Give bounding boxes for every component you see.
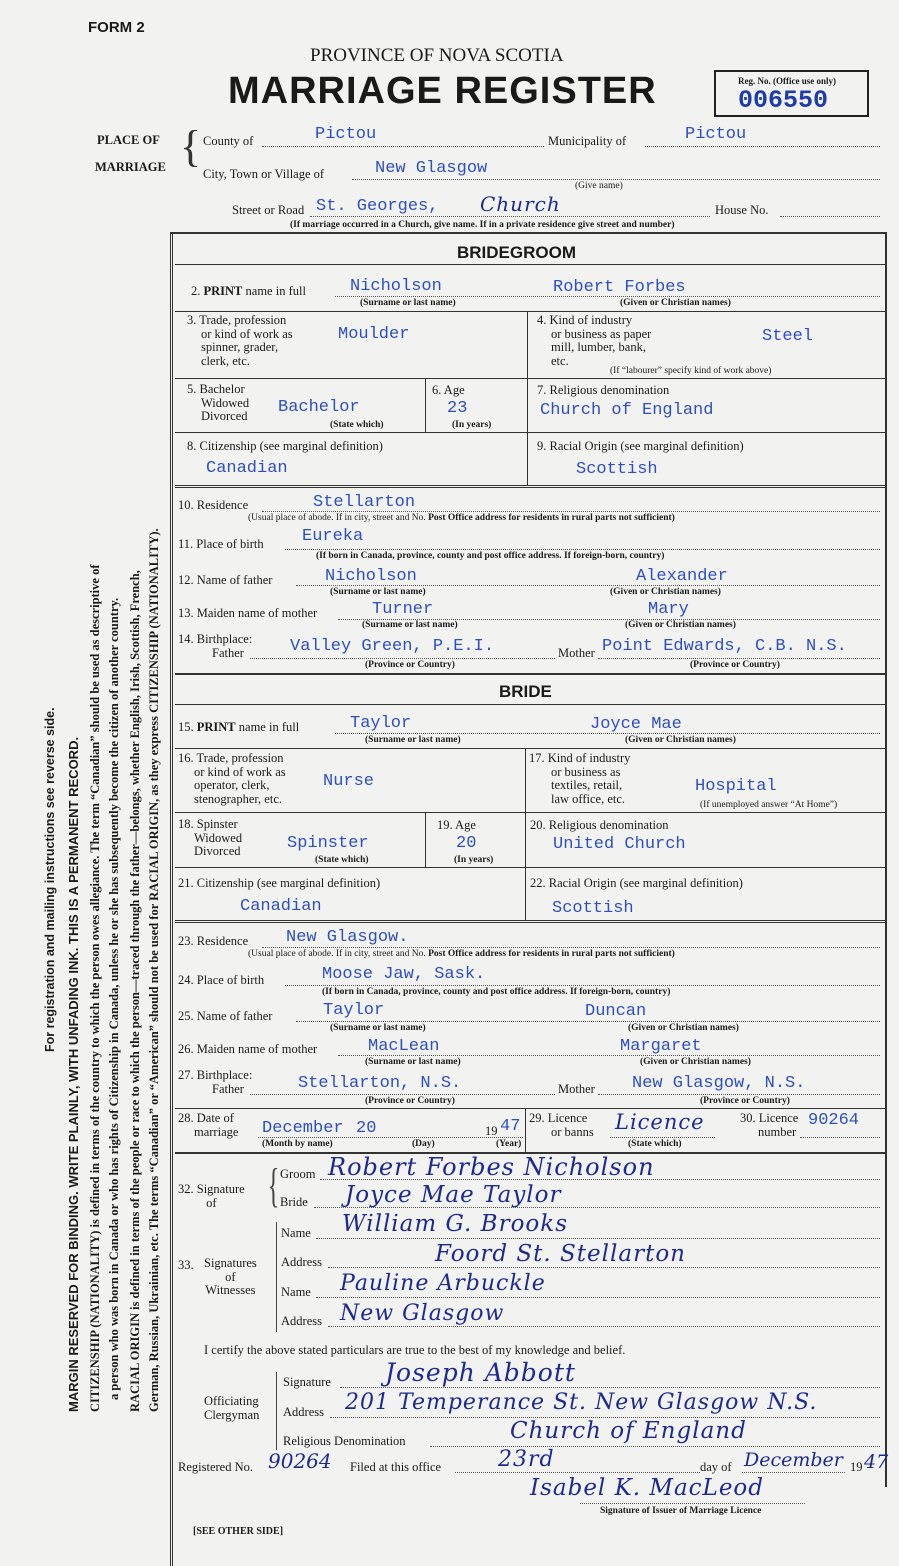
- sublabel: (Province or Country): [365, 660, 455, 670]
- bridegroom-heading: BRIDEGROOM: [457, 243, 576, 262]
- bride-birthplace: Moose Jaw, Sask.: [322, 965, 486, 984]
- bride-industry: Hospital: [695, 777, 777, 796]
- bride-father-surname: Taylor: [323, 1001, 385, 1020]
- bride-religion-label: 20. Religious denomination: [530, 818, 669, 832]
- bride-trade: Nurse: [323, 772, 375, 791]
- see-other-side: [SEE OTHER SIDE]: [193, 1526, 284, 1537]
- marriage-date-label: 28. Date of marriage: [178, 1111, 239, 1139]
- licence-or-banns: Licence: [615, 1110, 705, 1134]
- house-label: House No.: [715, 203, 769, 217]
- margin-instructions: For registration and mailing instructions see reverse side.: [43, 707, 57, 1052]
- sublabel: (Year): [496, 1139, 522, 1149]
- bride-parents-birthplace-label: 27. Birthplace:: [178, 1068, 253, 1082]
- filed-day: 23rd: [498, 1447, 555, 1472]
- bride-religion: United Church: [553, 835, 686, 854]
- municipality-label: Municipality of: [548, 134, 627, 148]
- groom-signature: Robert Forbes Nicholson: [328, 1153, 655, 1181]
- sublabel: (Surname or last name): [330, 587, 426, 597]
- groom-age: 23: [447, 399, 468, 418]
- groom-religion-label: 7. Religious denomination: [537, 383, 670, 397]
- sublabel: (Given or Christian names): [625, 735, 736, 745]
- sublabel: (Surname or last name): [365, 1057, 461, 1067]
- groom-sig-label: Groom: [280, 1167, 316, 1181]
- sublabel: (If born in Canada, province, county and post office address. If foreign-born, country): [316, 551, 665, 561]
- sublabel: (Province or Country): [365, 1096, 455, 1106]
- groom-citizenship-label: 8. Citizenship (see marginal definition): [187, 439, 383, 453]
- groom-parents-birthplace-label: 14. Birthplace:: [178, 632, 253, 646]
- bride-heading: BRIDE: [499, 682, 552, 701]
- groom-citizenship: Canadian: [206, 459, 288, 478]
- bride-mother-given: Margaret: [620, 1037, 702, 1056]
- bride-father-given: Duncan: [585, 1002, 647, 1021]
- clergy-denomination: Church of England: [510, 1418, 747, 1444]
- reg-label: Reg. No. (Office use only): [738, 76, 836, 86]
- bride-father-birthplace: Stellarton, N.S.: [298, 1074, 462, 1093]
- county-label: County of: [203, 134, 254, 148]
- registered-no: 90264: [268, 1449, 332, 1473]
- bride-racial-origin: Scottish: [552, 899, 634, 918]
- clergy-address: 201 Temperance St. New Glasgow N.S.: [345, 1390, 818, 1415]
- sublabel: (Province or Country): [700, 1096, 790, 1106]
- reg-value: 006550: [738, 86, 829, 115]
- year-prefix: 19: [485, 1124, 498, 1138]
- witness1-name: William G. Brooks: [342, 1211, 568, 1237]
- groom-surname: Nicholson: [350, 277, 442, 296]
- day-of-label: day of: [700, 1460, 732, 1474]
- bride-signature: Joyce Mae Taylor: [345, 1182, 562, 1208]
- bride-residence-label: 23. Residence: [178, 934, 249, 948]
- bride-marital-status: Spinster: [287, 834, 369, 853]
- marriage-month: December: [262, 1119, 344, 1138]
- street-value: St. Georges,: [316, 197, 439, 216]
- sublabel: (Surname or last name): [330, 1023, 426, 1033]
- licence-banns-label: 29. Licence or banns: [529, 1111, 594, 1139]
- sublabel: (In years): [452, 420, 492, 430]
- clergy-denomination-label: Religious Denomination: [283, 1434, 406, 1448]
- issuer-signature: Isabel K. MacLeod: [530, 1475, 765, 1501]
- marriage-year: 47: [500, 1117, 521, 1136]
- bride-surname: Taylor: [350, 714, 412, 733]
- bride-citizenship-label: 21. Citizenship (see marginal definition): [178, 876, 381, 890]
- municipality-value: Pictou: [685, 125, 747, 144]
- groom-trade: Moulder: [338, 325, 410, 344]
- groom-industry: Steel: [762, 327, 814, 346]
- bride-mother-surname: MacLean: [368, 1037, 440, 1056]
- witness-name-label: Name: [281, 1285, 311, 1299]
- bride-mother-label: 26. Maiden name of mother: [178, 1042, 318, 1056]
- sublabel: (Given or Christian names): [620, 298, 731, 308]
- groom-age-label: 6. Age: [432, 383, 465, 397]
- certification-text: I certify the above stated particulars are true to the best of my knowledge and belief.: [204, 1343, 626, 1357]
- margin-racial-def: RACIAL ORIGIN is defined in terms of the people or race to which the person—traced through the father—belongs, whether English, Irish, Scottish, French,: [128, 570, 142, 1412]
- sublabel: (Given or Christian names): [628, 1023, 739, 1033]
- bride-birthplace-label: 24. Place of birth: [178, 973, 265, 987]
- sublabel: (State which): [315, 855, 369, 865]
- groom-religion: Church of England: [540, 401, 714, 420]
- witnesses-number: 33.: [178, 1258, 194, 1272]
- industry-note: (If unemployed answer “At Home”): [700, 800, 838, 810]
- place-label: PLACE OF: [97, 133, 160, 147]
- filed-year: 47: [864, 1451, 889, 1473]
- signature-label: 32. Signature of: [178, 1182, 245, 1210]
- groom-father-surname: Nicholson: [325, 567, 417, 586]
- father-label: Father: [212, 646, 244, 660]
- groom-racial-origin: Scottish: [576, 460, 658, 479]
- groom-given-names: Robert Forbes: [553, 278, 686, 297]
- sublabel: (Surname or last name): [360, 298, 456, 308]
- clergy-signature: Joseph Abbott: [385, 1358, 576, 1387]
- groom-racial-label: 9. Racial Origin (see marginal definition): [537, 439, 744, 453]
- groom-mother-given: Mary: [648, 600, 689, 619]
- margin-binding-note: MARGIN RESERVED FOR BINDING. WRITE PLAINLY, WITH UNFADING INK. THIS IS A PERMANENT RECORD.: [66, 736, 81, 1412]
- licence-number-label: 30. Licence number: [740, 1111, 799, 1139]
- sublabel: (Given or Christian names): [640, 1057, 751, 1067]
- clergy-sig-label: Signature: [283, 1375, 331, 1389]
- sublabel: (Usual place of abode. If in city, street and No. Post Office address for residents in rural parts not sufficient): [248, 513, 675, 523]
- groom-father-given: Alexander: [636, 567, 728, 586]
- sublabel: (If born in Canada, province, county and post office address. If foreign-born, country): [322, 987, 671, 997]
- issuer-label: Signature of Issuer of Marriage Licence: [600, 1506, 762, 1516]
- bride-mother-birthplace: New Glasgow, N.S.: [632, 1074, 806, 1093]
- groom-status-label: 5. Bachelor Widowed Divorced: [187, 382, 250, 423]
- bride-residence: New Glasgow.: [286, 928, 409, 947]
- street-label: Street or Road: [232, 203, 305, 217]
- groom-industry-label: 4. Kind of industry or business as paper mill, lumber, bank, etc.: [537, 313, 652, 368]
- year-prefix: 19: [850, 1460, 863, 1474]
- witness1-address: Foord St. Stellarton: [435, 1241, 686, 1267]
- licence-number: 90264: [808, 1111, 860, 1130]
- sublabel: (Month by name): [262, 1139, 333, 1149]
- groom-father-label: 12. Name of father: [178, 573, 273, 587]
- clergy-address-label: Address: [283, 1405, 324, 1419]
- county-value: Pictou: [315, 125, 377, 144]
- reg-number-box: [714, 70, 869, 117]
- brace: {: [180, 122, 202, 171]
- bride-given-names: Joyce Mae: [590, 715, 682, 734]
- bride-industry-label: 17. Kind of industry or business as textiles, retail, law office, etc.: [529, 751, 631, 806]
- bride-trade-label: 16. Trade, profession or kind of work as operator, clerk, stenographer, etc.: [178, 751, 286, 806]
- sublabel: (Given or Christian names): [625, 620, 736, 630]
- witnesses-label: Signatures of Witnesses: [204, 1256, 257, 1297]
- bride-sig-label: Bride: [280, 1195, 308, 1209]
- place-label-2: MARRIAGE: [95, 160, 166, 174]
- mother-label: Mother: [558, 1082, 595, 1096]
- groom-marital-status: Bachelor: [278, 398, 360, 417]
- sublabel: (Province or Country): [690, 660, 780, 670]
- bride-racial-label: 22. Racial Origin (see marginal definition): [530, 876, 743, 890]
- groom-mother-birthplace: Point Edwards, C.B. N.S.: [602, 637, 847, 656]
- margin-citizenship-def: CITIZENSHIP (NATIONALITY) is defined in terms of the country to which the person owes allegiance. The term “Canadian” should be used as descriptive of: [88, 564, 102, 1412]
- bride-citizenship: Canadian: [240, 897, 322, 916]
- form-number: FORM 2: [88, 19, 145, 36]
- page-title: MARRIAGE REGISTER: [228, 70, 657, 112]
- marriage-day: 20: [356, 1119, 377, 1138]
- witness-address-label: Address: [281, 1255, 322, 1269]
- witness2-address: New Glasgow: [340, 1301, 505, 1326]
- father-label: Father: [212, 1082, 244, 1096]
- bride-status-label: 18. Spinster Widowed Divorced: [178, 817, 243, 858]
- groom-mother-surname: Turner: [372, 600, 434, 619]
- city-value: New Glasgow: [375, 159, 488, 178]
- bride-age: 20: [456, 834, 477, 853]
- bride-father-label: 25. Name of father: [178, 1009, 273, 1023]
- filed-month: December: [744, 1449, 843, 1471]
- sublabel: (Surname or last name): [362, 620, 458, 630]
- filed-label: Filed at this office: [350, 1460, 442, 1474]
- groom-trade-label: 3. Trade, profession or kind of work as spinner, grader, clerk, etc.: [187, 313, 293, 368]
- sublabel: (In years): [454, 855, 494, 865]
- province-heading: PROVINCE OF NOVA SCOTIA: [310, 45, 564, 66]
- place-note: (If marriage occurred in a Church, give name. If in a private residence give street and number): [290, 220, 675, 230]
- margin-citizenship-def-2: a person who was born in Canada or who has rights of Citizenship in Canada, unless he or she has subsequently become the citizen of another country.: [107, 597, 121, 1400]
- clergy-label: Officiating Clergyman: [204, 1394, 260, 1422]
- sublabel: (Day): [412, 1139, 435, 1149]
- groom-birthplace: Eureka: [302, 527, 364, 546]
- witness2-name: Pauline Arbuckle: [340, 1271, 546, 1296]
- city-label: City, Town or Village of: [203, 167, 325, 181]
- give-name-note: (Give name): [575, 181, 623, 191]
- witness-address-label: Address: [281, 1314, 322, 1328]
- mother-label: Mother: [558, 646, 595, 660]
- groom-mother-label: 13. Maiden name of mother: [178, 606, 318, 620]
- industry-note: (If “labourer” specify kind of work above): [610, 366, 772, 376]
- witness-name-label: Name: [281, 1226, 311, 1240]
- groom-name-label: 2. PRINT name in full: [191, 284, 306, 298]
- sublabel: (State which): [330, 420, 384, 430]
- bride-name-label: 15. PRINT name in full: [178, 720, 300, 734]
- groom-residence: Stellarton: [313, 493, 416, 512]
- church-handwritten: Church: [480, 192, 561, 216]
- bride-age-label: 19. Age: [437, 818, 476, 832]
- brace: {: [267, 1159, 280, 1212]
- groom-residence-label: 10. Residence: [178, 498, 249, 512]
- sublabel: (Given or Christian names): [610, 587, 721, 597]
- groom-father-birthplace: Valley Green, P.E.I.: [290, 637, 495, 656]
- sublabel: (Usual place of abode. If in city, street and No. Post Office address for residents in rural parts not sufficient): [248, 949, 675, 959]
- sublabel: (State which): [628, 1139, 682, 1149]
- groom-birthplace-label: 11. Place of birth: [178, 537, 264, 551]
- margin-racial-def-2: German, Russian, Ukrainian, etc. The terms “Canadian” or “American” should not be used for RACIAL ORIGIN, as they express CITIZENSHIP (NATIONALITY).: [147, 528, 161, 1412]
- registered-no-label: Registered No.: [178, 1460, 253, 1474]
- sublabel: (Surname or last name): [365, 735, 461, 745]
